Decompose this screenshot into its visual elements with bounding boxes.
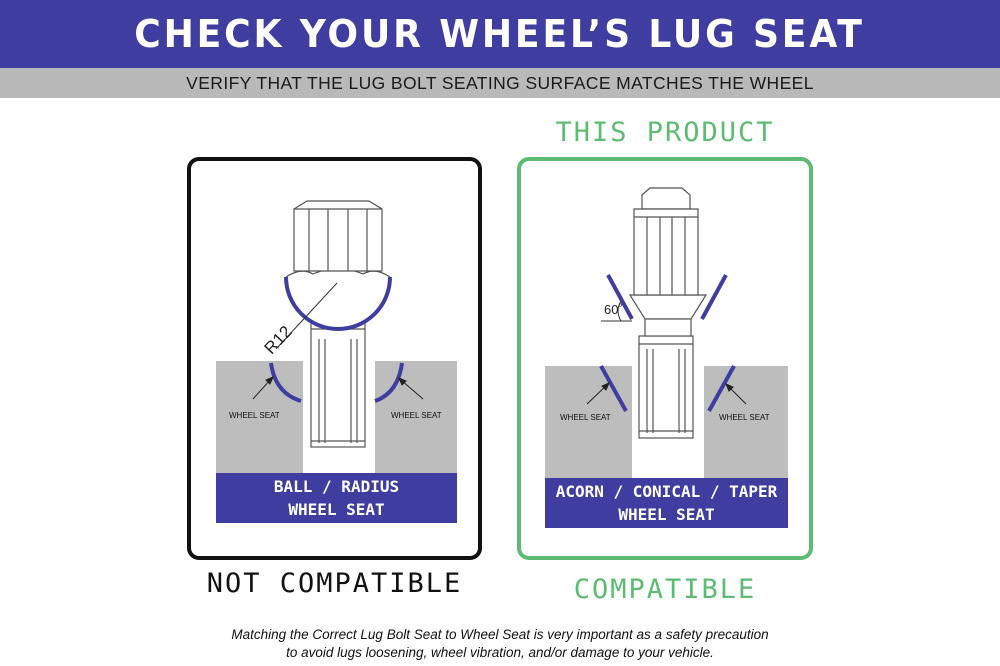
wheel-seat-caption-right: WHEEL SEAT <box>391 411 442 420</box>
wheel-seat-caption-left: WHEEL SEAT <box>229 411 280 420</box>
conical-seat-type-label <box>545 478 788 528</box>
acorn-hex-head-icon <box>634 188 698 295</box>
seat-type-line1: ACORN / CONICAL / TAPER <box>555 482 778 501</box>
angle-dimension-label: 60˚ <box>604 302 623 317</box>
not-compatible-label: NOT COMPATIBLE <box>206 568 463 599</box>
taper-seat-cone-icon <box>630 295 706 319</box>
conical-seat-panel <box>517 157 813 560</box>
taper-seat-line-right <box>702 275 726 319</box>
compatible-label: COMPATIBLE <box>573 574 757 605</box>
ball-seat-type-label <box>216 473 457 523</box>
safety-note <box>100 626 900 662</box>
wheel-seat-caption-right: WHEEL SEAT <box>719 413 770 422</box>
ball-seat-panel <box>187 157 482 560</box>
wheel-seat-caption-left: WHEEL SEAT <box>560 413 611 422</box>
ball-seat-head-icon <box>286 269 390 330</box>
safety-note-line1: Matching the Correct Lug Bolt Seat to Wheel Seat is very important as a safety precaution <box>231 627 769 642</box>
safety-note-line2: to avoid lugs loosening, wheel vibration, and/or damage to your vehicle. <box>286 645 714 660</box>
title-banner <box>0 0 1000 68</box>
bolt-shank-icon <box>311 323 365 447</box>
radius-dimension-label: R12 <box>260 322 296 358</box>
page-title: CHECK YOUR WHEEL’S LUG SEAT <box>134 12 866 56</box>
subtitle-bar <box>0 68 1000 98</box>
seat-type-line1: BALL / RADIUS <box>273 477 400 496</box>
this-product-label: THIS PRODUCT <box>555 117 775 148</box>
seat-type-line2: WHEEL SEAT <box>618 505 715 524</box>
wheel-seat-block-right <box>704 366 788 478</box>
hex-head-icon <box>294 201 382 271</box>
page-subtitle: VERIFY THAT THE LUG BOLT SEATING SURFACE MATCHES THE WHEEL <box>186 72 814 93</box>
seat-type-line2: WHEEL SEAT <box>288 500 385 519</box>
bolt-shank-icon <box>639 319 693 438</box>
wheel-seat-block-left <box>545 366 632 478</box>
